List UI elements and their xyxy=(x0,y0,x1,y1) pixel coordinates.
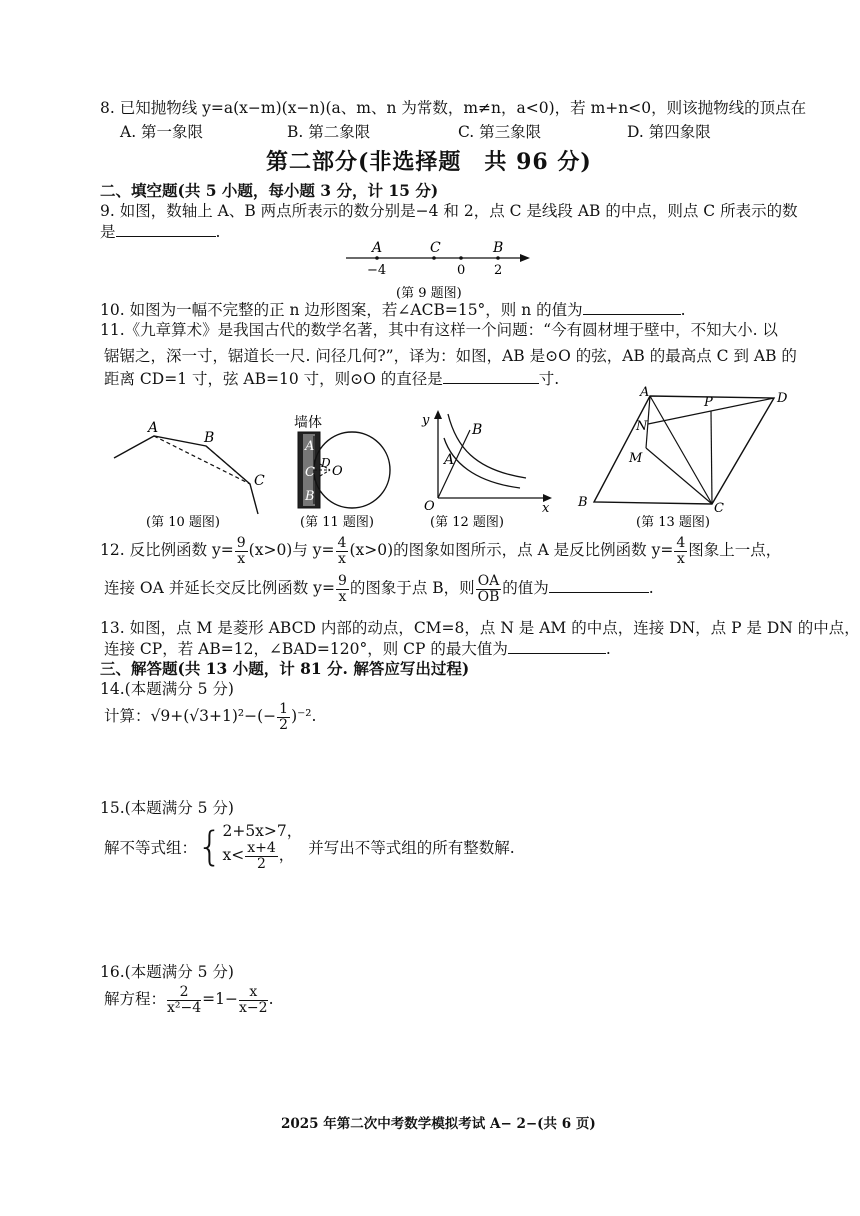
point-a-dot xyxy=(375,256,379,260)
q12-frac2-num: 4 xyxy=(337,535,347,551)
q12-text-2: (x>0)与 y= xyxy=(248,541,335,560)
fig10-label-a: A xyxy=(148,420,159,436)
q14-expression xyxy=(104,702,316,732)
fig11-wall-label: 墙体 xyxy=(294,415,322,431)
fig13-label-n: N xyxy=(636,419,648,434)
tick-label-2: 2 xyxy=(494,263,503,278)
fig11-caption: (第 11 题图) xyxy=(300,515,374,530)
q16-frac1-den: x²−4 xyxy=(167,999,202,1016)
q12-text-3: (x>0)的图象如图所示，点 A 是反比例函数 y= xyxy=(349,541,674,560)
label-b: B xyxy=(493,240,504,256)
label-c: C xyxy=(430,240,441,256)
fig11-label-d: D xyxy=(321,456,331,470)
fig10-polygon-figure xyxy=(108,414,280,536)
q16-lead: 解方程： xyxy=(104,990,167,1009)
fig10-label-b: B xyxy=(204,430,215,446)
q15-lead: 解不等式组： xyxy=(104,838,198,857)
q11-line1: 11.《九章算术》是我国古代的数学名著，其中有这样一个问题：“今有圆材埋于壁中，不知大小. 以 xyxy=(100,321,778,339)
q9-number-line-figure xyxy=(340,236,540,304)
q8-option-d: D. 第四象限 xyxy=(627,123,711,141)
fig13-label-a: A xyxy=(640,385,650,400)
q16-frac2-num: x xyxy=(239,985,268,1001)
q14-frac-half xyxy=(277,702,290,732)
section-fill-blank-heading: 二、填空题(共 5 小题，每小题 3 分，计 15 分) xyxy=(100,181,439,200)
q9-line2 xyxy=(100,220,220,242)
q10-answer-blank[interactable] xyxy=(583,300,681,315)
q15-inequality-2 xyxy=(222,841,302,871)
point-b-dot xyxy=(496,256,500,260)
q10-text: 10. 如图为一幅不完整的正 n 边形图案，若∠ACB=15°，则 n 的值为 xyxy=(100,301,583,319)
q15-frac-den: 2 xyxy=(257,856,266,873)
q12-frac-9-over-x xyxy=(235,536,248,566)
fig12-label-o: O xyxy=(424,499,435,514)
q12-frac5-num: OA xyxy=(477,573,500,589)
section-solve-heading: 三、解答题(共 13 小题，计 81 分. 解答应写出过程) xyxy=(100,659,470,678)
fig13-segment-pc xyxy=(711,411,712,504)
fig10-caption: (第 10 题图) xyxy=(146,515,220,530)
fig12-caption: (第 12 题图) xyxy=(430,515,504,530)
q8-option-b: B. 第二象限 xyxy=(287,123,371,141)
q15-inequality-1: 2+5x>7， xyxy=(222,822,303,840)
point-c-dot xyxy=(432,256,436,260)
q13-line2 xyxy=(104,637,611,659)
fig13-segment-mc xyxy=(646,448,712,504)
q12-frac-4-over-x-b xyxy=(674,536,687,566)
q15-left-brace-icon: { xyxy=(197,823,223,870)
fig11-label-b: B xyxy=(305,489,315,504)
q13-end: . xyxy=(605,640,611,658)
fig13-label-d: D xyxy=(777,391,788,406)
fig12-label-y: y xyxy=(422,413,430,428)
q12-frac-oa-over-ob xyxy=(476,574,502,604)
q10-line xyxy=(100,298,686,320)
q12-frac4-num: 9 xyxy=(337,573,347,589)
fig12-curve-9-over-x xyxy=(448,414,526,478)
q15-heading: 15.(本题满分 5 分) xyxy=(100,799,234,817)
fig12-y-arrow-icon xyxy=(434,410,442,419)
q15-tail: 并写出不等式组的所有整数解. xyxy=(308,838,515,857)
tick-label-0: 0 xyxy=(457,263,466,278)
q12-frac-9-over-x-b xyxy=(336,574,349,604)
fig10-label-c: C xyxy=(254,473,265,489)
q16-equation xyxy=(104,985,274,1015)
fig13-caption: (第 13 题图) xyxy=(636,515,710,530)
q12-text-1: 12. 反比例函数 y= xyxy=(100,541,234,560)
q12-frac3-num: 4 xyxy=(676,535,686,551)
q9-line2-text: 是 xyxy=(100,223,116,241)
q12-frac1-den: x xyxy=(237,550,246,567)
q16-frac-1 xyxy=(167,985,201,1015)
q11-line2: 锯锯之，深一寸，锯道长一尺. 问径几何?”，译为：如图，AB 是⊙O 的弦，AB 的最高点 C 到 AB 的 xyxy=(104,347,797,365)
fig11-label-c: C xyxy=(305,465,315,480)
fig13-rhombus-figure xyxy=(574,384,798,536)
q12-line2 xyxy=(104,574,654,604)
q16-frac1-num: 2 xyxy=(167,985,201,1001)
fig12-label-x: x xyxy=(542,501,550,516)
q14-heading: 14.(本题满分 5 分) xyxy=(100,680,234,698)
fig13-label-c: C xyxy=(714,501,724,516)
number-line-arrow-icon xyxy=(520,254,530,262)
q11-line3 xyxy=(104,367,559,389)
q16-end: . xyxy=(268,990,274,1009)
q15-frac-num: x+4 xyxy=(247,840,276,857)
fig10-dashed-ac xyxy=(154,436,250,484)
q14-frac-den: 2 xyxy=(279,716,289,733)
q11-answer-blank[interactable] xyxy=(443,369,539,384)
label-a: A xyxy=(372,240,383,256)
q8-option-a: A. 第一象限 xyxy=(120,123,204,141)
q14-text-a: 计算：√9+(√3+1)²−(− xyxy=(104,707,277,726)
q15-system xyxy=(104,822,515,872)
q12-text-4: 图象上一点， xyxy=(688,541,782,560)
q9-answer-blank[interactable] xyxy=(116,222,216,237)
q15-frac xyxy=(245,841,278,871)
q15-ineq2-a: x< xyxy=(222,846,245,865)
q12-frac2-den: x xyxy=(338,550,346,567)
q13-line1: 13. 如图，点 M 是菱形 ABCD 内部的动点，CM=8，点 N 是 AM 的中点，连接 DN，点 P 是 DN 的中点， xyxy=(100,619,860,637)
q12-end: . xyxy=(648,579,654,598)
q11-line3-text: 距离 CD=1 寸，弦 AB=10 寸，则⊙O 的直径是 xyxy=(104,370,443,388)
q16-mid: =1− xyxy=(202,990,239,1009)
fig13-rhombus-abcd xyxy=(594,396,774,504)
q12-text-5: 连接 OA 并延长交反比例函数 y= xyxy=(104,579,335,598)
fig11-wall-circle-figure xyxy=(290,414,400,536)
q9-figure-caption: (第 9 题图) xyxy=(396,286,462,301)
fig10-polygon-edges xyxy=(114,436,258,514)
fig11-label-o: O xyxy=(332,464,343,479)
q10-end: . xyxy=(680,301,686,319)
q12-text-6: 的图象于点 B，则 xyxy=(349,579,475,598)
q14-frac-num: 1 xyxy=(279,701,289,717)
q12-frac1-num: 9 xyxy=(236,535,246,551)
q12-frac3-den: x xyxy=(676,550,685,567)
q12-answer-blank[interactable] xyxy=(549,578,649,593)
q9-line1: 9. 如图，数轴上 A、B 两点所表示的数分别是−4 和 2，点 C 是线段 AB 的中点，则点 C 所表示的数 xyxy=(100,202,798,220)
q14-text-b: )⁻². xyxy=(291,707,317,726)
q13-answer-blank[interactable] xyxy=(508,639,606,654)
q13-line2-text: 连接 CP，若 AB=12，∠BAD=120°，则 CP 的最大值为 xyxy=(104,640,508,658)
point-0-dot xyxy=(459,256,463,260)
fig13-label-m: M xyxy=(629,451,643,466)
q12-text-7: 的值为 xyxy=(502,579,549,598)
fig11-dashed-bo xyxy=(320,470,330,476)
fig12-label-b: B xyxy=(472,422,483,438)
fig13-label-b: B xyxy=(578,495,588,510)
q16-frac-2 xyxy=(239,985,268,1015)
q12-frac4-den: x xyxy=(338,588,347,605)
q12-frac-4-over-x xyxy=(336,536,349,566)
fig13-label-p: P xyxy=(704,395,713,410)
fig11-label-a: A xyxy=(305,439,315,454)
q16-frac2-den: x−2 xyxy=(239,999,268,1016)
q9-end: . xyxy=(215,223,221,241)
q12-frac5-den: OB xyxy=(477,588,500,605)
fig12-label-a: A xyxy=(444,452,455,468)
fig12-inverse-function-figure xyxy=(418,404,556,536)
q15-inequalities xyxy=(222,822,302,872)
q15-ineq2-b: ， xyxy=(278,846,295,865)
q16-heading: 16.(本题满分 5 分) xyxy=(100,963,234,981)
q8-option-c: C. 第三象限 xyxy=(458,123,542,141)
q8-stem: 8. 已知抛物线 y=a(x−m)(x−n)(a、m、n 为常数，m≠n，a<0)，若 m+n<0，则该抛物线的顶点在 xyxy=(100,99,807,117)
q12-line1 xyxy=(100,536,781,566)
part2-title: 第二部分(非选择题 共 96 分) xyxy=(266,149,592,175)
tick-label-minus4: −4 xyxy=(367,263,387,278)
page-footer: 2025 年第二次中考数学模拟考试 A− 2−(共 6 页) xyxy=(281,1116,596,1132)
q11-end: 寸. xyxy=(538,370,560,388)
